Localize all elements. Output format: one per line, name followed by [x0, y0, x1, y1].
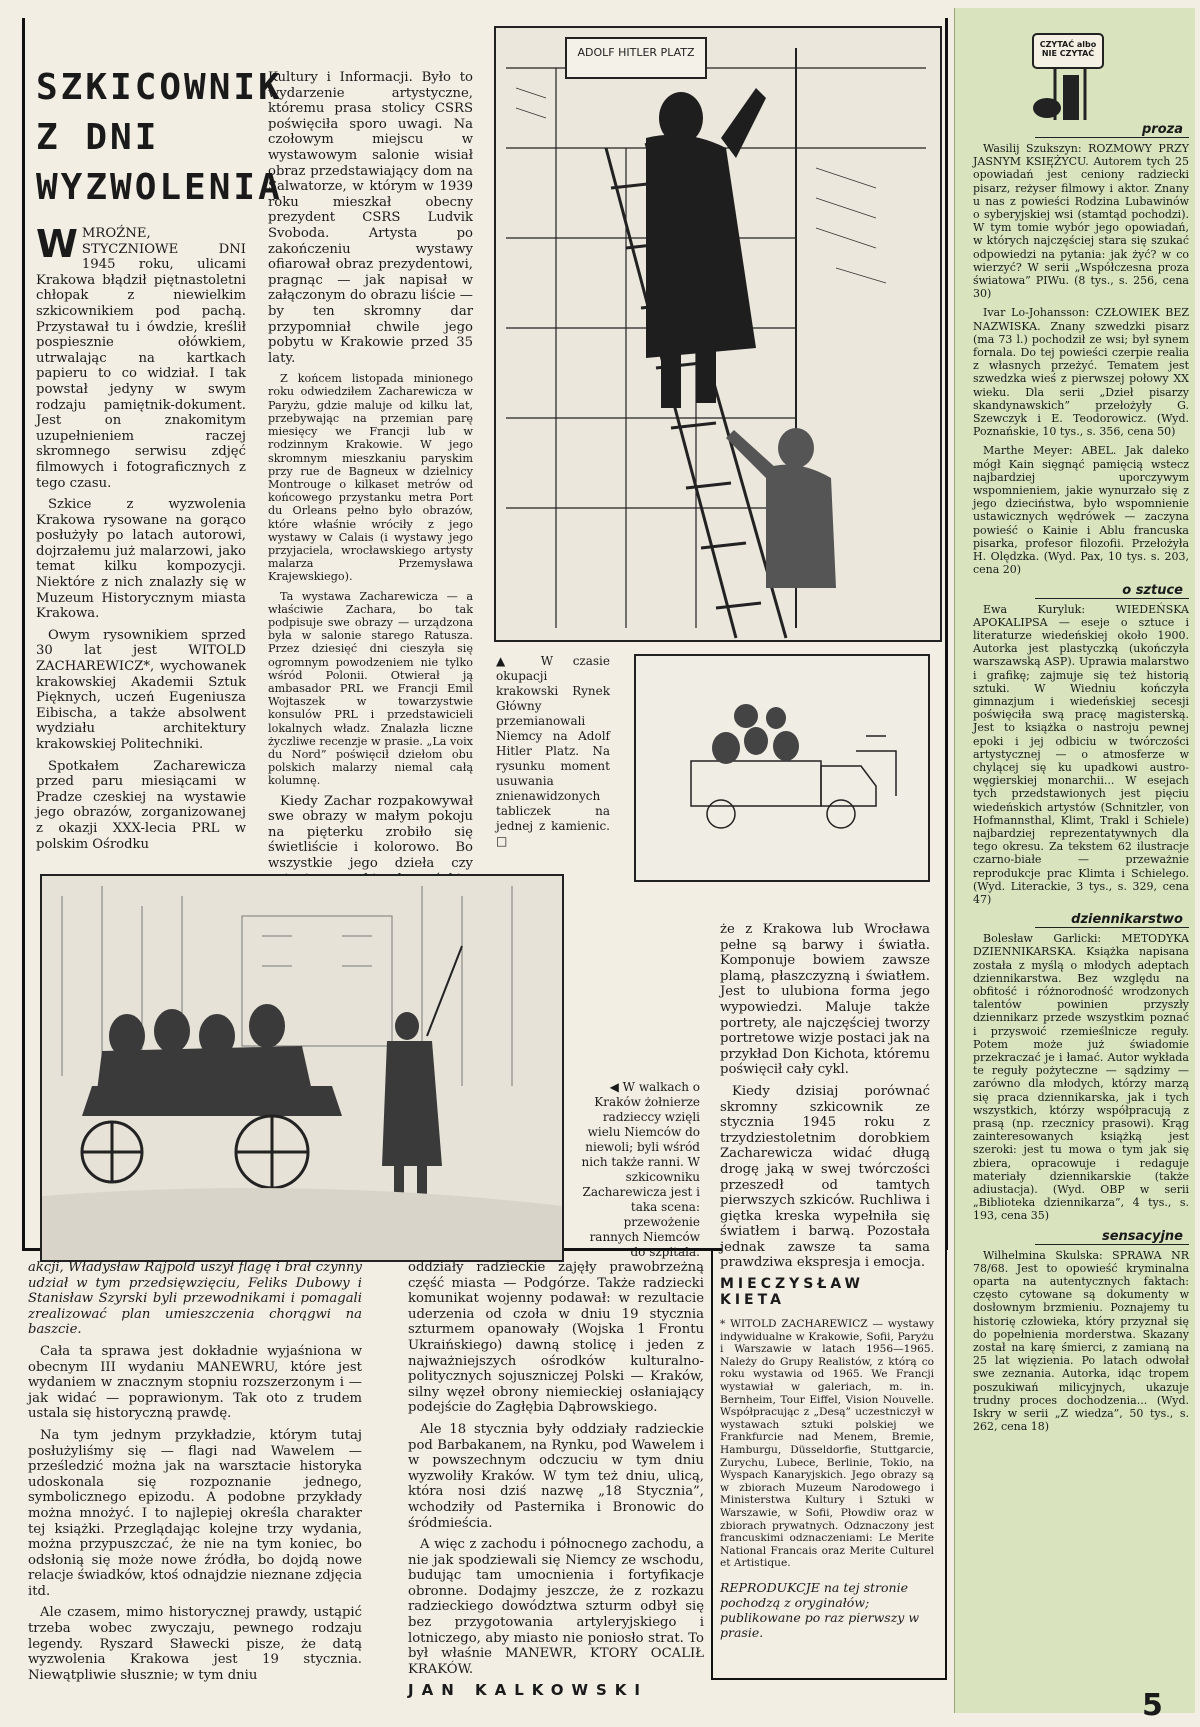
drop-cap: W	[36, 222, 78, 266]
title-line: SZKICOWNIK	[36, 67, 283, 108]
title-line: WYZWOLENIA	[36, 167, 283, 208]
footnote-rule-bottom	[711, 1678, 947, 1680]
illustration-truck	[634, 654, 930, 882]
paragraph: Ta wystawa Zacharewicza — a właściwie Zachara, bo tak podpisuje swe obrazy — urządzona była w salonie starego Ratusza. Przez dziesięć dni cieszyła się ogromnym powodzeniem nie tylko wśród Polonii. Otwierał ją ambasador PRL we Francji Emil Wojtaszek w towarzystwie konsulów PRL i przedstawicieli lokalnych władz. Znalazła liczne życzliwe recenzje w prasie. „La voix du Nord” poświęcił dziełom obu polskich malarzy niemal całą kolumnę.	[268, 589, 473, 788]
author-signature: MIECZYSŁAW KIETA	[720, 1276, 864, 1308]
caption-ladder: ▲ W czasie okupacji krakowski Rynek Główny przemianowali Niemcy na Adolf Hitler Platz. Na rysunku moment usuwania znienawidzonych tabliczek na jednej z kamienic. □	[496, 654, 610, 848]
footnote-box	[720, 1318, 934, 1640]
title-line: Z DNI	[36, 117, 160, 158]
right-frame-rule	[945, 18, 948, 1250]
paragraph: Na tym jednym przykładzie, którym tutaj posłużyliśmy się — flagi nad Wawelem — prześledzić można jak na warsztacie historyka udoskonala się rozpoznanie jednego, symbolicznego epizodu. A podobne przykłady można mnożyć. I to najlepiej określa charakter tej książki. Przeglądając kolejne trzy wydania, można przypuszczać, że nie na tym koniec, bo odsłonią się może nowe źródła, bo dojdą nowe relacje świadków, ktoś odnajdzie nieznane zdjęcia itd.	[28, 1427, 362, 1599]
sign-text: ADOLF HITLER PLATZ	[577, 46, 695, 59]
illustration-cart	[40, 874, 564, 1262]
review-entry: Marthe Meyer: ABEL. Jak daleko mógł Kain sięgnąć pamięcią wstecz najbardziej uporczywym wspomnieniem, jakie wynurzało się z jego dzieciństwa, było wspomnienie ustawicznych wędrówek — zaczyna powieść o Kainie i Ablu francuska pisarka, profesor filozofii. Przełożyła H. Olędzka. (Wyd. Pax, 10 tys. s. 203, cena 20)	[973, 444, 1189, 577]
illustration-ladder	[494, 26, 942, 642]
author-signature: JAN KALKOWSKI	[408, 1681, 649, 1700]
paragraph: oddziały radzieckie zajęły prawobrzeżną część miasta — Podgórze. Także radziecki komunikat wojenny podawał: w rezultacie uderzenia od czoła w dniu 19 stycznia szturmem opanowały (Wojska 1 Frontu Ukraińskiego) dawną stolicę i jeden z najważniejszych ośrodków kulturalno-politycznych sojuszniczej Polski — Kraków, silny węzeł obrony niemieckiej osłaniający podejście do Zagłębia Dąbrowskiego.	[408, 1260, 704, 1416]
footnote: * WITOLD ZACHAREWICZ — wystawy indywidualne w Krakowie, Sofii, Paryżu i Warszawie w latach 1956—1965. Należy do Grupy Realistów, z którą co roku wystawia od 1965. We Francji wystawiał w galeriach, m. in. Bernheim, Tour Eiffel, Vision Nouvelle. Współpracując z „Desą” uczestniczył w wystawach sztuki polskiej we Frankfurcie nad Menem, Bremie, Hamburgu, Düsseldorfie, Stuttgarcie, Zurychu, Lubece, Berlinie, Tokio, na Wyspach Kanaryjskich. Jego obrazy są w zbiorach Muzeum Narodowego i Ministerstwa Kultury i Sztuki w Warszawie, w Sofii, Płowdiw oraz w zbiorach prywatnych. Odznaczony jest francuskimi odznaczeniami: Le Merite National Francais oraz Merite Culturel et Artistique.	[720, 1318, 934, 1570]
bottom-column-1	[28, 1260, 362, 1689]
reproductions-note: REPRODUKCJE na tej stronie pochodzą z oryginałów; publikowane po raz pierwszy w prasie.	[720, 1579, 920, 1640]
paragraph: A więc z zachodu i północnego zachodu, a nie jak spodziewali się Niemcy ze wschodu, budując tam umocnienia i fortyfikacje obronne. Dodajmy jeszcze, że z rozkazu radzieckiego dowództwa szturm odbył się bez przygotowania artyleryjskiego i lotniczego, aby miasto nie poniosło strat. To był właśnie MANEWR, KTORY OCALIŁ KRAKÓW.	[408, 1537, 704, 1677]
paragraph: Kultury i Informacji. Było to wydarzenie artystyczne, któremu prasa stolicy CSRS poświęciła sporo uwagi. Na czołowym miejscu w wystawowym salonie wisiał obraz przedstawiający dom na Salwatorze, w którym w 1939 roku mieszkał obecny prezydent CSRS Ludvik Svoboda. Artysta po zakończeniu wystawy ofiarował obraz prezydentowi, pragnąc — jak napisał w załączonym do obrazu liście — by ten skromny dar przypomniał chwile jego pobytu w Krakowie przed 35 laty.	[268, 70, 473, 366]
section-heading-sensacyjne: sensacyjne	[1035, 1229, 1189, 1245]
paragraph: Szkice z wyzwolenia Krakowa rysowane na gorąco posłużyły po latach autorowi, dojrzałemu już malarzowi, jako temat kilku kompozycji. Niektóre z nich znalazły się w Muzeum Historycznym miasta Krakowa.	[36, 497, 246, 622]
bottom-column-2	[408, 1260, 704, 1699]
article-column-3	[720, 922, 930, 1308]
review-entry: Bolesław Garlicki: METODYKA DZIENNIKARSKA. Książka napisana została z myślą o młodych adeptach dziennikarstwa. Bez względu na obfitość i różnorodność wrodzonych talentów powinien przyszły dziennikarz przede wszystkim poznać i przyswoić rzemieślnicze reguły. Potem może już świadomie przekraczać je i łamać. Autor wykłada te reguły pożyteczne — sądzimy — zarówno dla młodych, którzy marzą się praca dziennikarska, jak i tych wszystkich, którzy współpracują z prasą (np. rzecznicy prasowi). Krąg zainteresowanych książką jest szeroki: jest tu mowa o tym jak się zbiera, opracowuje i redaguje materiały dziennikarskie (także adiustacja). (Wyd. OBP w serii „Biblioteka dziennikarza”, 4 tys., s. 193, cena 35)	[973, 932, 1189, 1223]
paragraph: że z Krakowa lub Wrocława pełne są barwy i światła. Komponuje bowiem zawsze plamą, płaszczyzną i światłem. Jest to ulubiona forma jego wypowiedzi. Maluje także portrety, ale najczęściej tworzy portretowe wizje postaci jak na przykład Don Kichota, któremu poświęcił cały cykl.	[720, 922, 930, 1078]
review-entry: Wasilij Szukszyn: ROZMOWY PRZY JASNYM KSIĘŻYCU. Autorem tych 25 opowiadań jest ceniony radziecki pisarz, reżyser filmowy i aktor. Znany u nas z powieści Rodzina Lubawinów o syberyjskiej wsi (stamtąd pochodzi). W tym tomie wybór jego opowiadań, w których najczęściej stara się szukać odpowiedzi na pytania: jak żyć? w co wierzyć? W serii „Współczesna proza światowa” PIWu. (8 tys., s. 256, cena 30)	[973, 142, 1189, 301]
paragraph: Kiedy dzisiaj porównać skromny szkicownik ze stycznia 1945 roku z trzydziestoletnim dorobkiem Zacharewicza widać długą drogę jaką w swej twórczości przeszedł od tamtych pierwszych szkiców. Ruchliwa i giętka kreska wypełniła się światłem i barwą. Pozostała jednak zawsze ta sama prawdziwa ekspresja i emocja.	[720, 1083, 930, 1271]
book-review-sidebar	[954, 8, 1195, 1713]
sidebar-logo	[1025, 30, 1115, 130]
section-heading-dziennikarstwo: dziennikarstwo	[1035, 912, 1189, 928]
footnote-rule-right	[945, 1250, 947, 1680]
section-heading-proza: proza	[1035, 122, 1189, 138]
paragraph: Kiedy Zachar rozpakowywał swe obrazy w małym pokoju na pięterku zrobiło się świetliście i kolorowo. Bo wszystkie jego dzieła czy	[268, 793, 473, 871]
logo-text: CZYTAĆ albo NIE CZYTAĆ	[1039, 40, 1097, 58]
article-column-2	[268, 70, 473, 909]
truck-drawing	[636, 656, 928, 880]
review-entry: Wilhelmina Skulska: SPRAWA NR 78/68. Jest to opowieść kryminalna oparta na autentycznych faktach: często cytowane są dokumenty w dosłownym brzmieniu. Poznajemy tu historię człowieka, który przyznał się do popełnienia morderstwa. Skazany został na karę śmierci, z zamianą na 25 lat więzienia. Po latach odwołał swe zeznania. Autorka, idąc tropem poszukiwań milicyjnych, ukazuje trudny proces dochodzenia... (Wyd. Iskry w serii „Z wiedza”, 50 tys., s. 262, cena 18)	[973, 1248, 1189, 1434]
page-number: 5	[1142, 1688, 1163, 1723]
paragraph: Owym rysownikiem sprzed 30 lat jest WITOLD ZACHAREWICZ*, wychowanek krakowskiej Akademii Sztuk Pięknych, uczeń Eugeniusza Eibischa, a także absolwent wydziału architektury krakowskiej Politechniki.	[36, 627, 246, 752]
left-frame-rule	[22, 18, 25, 1250]
paragraph: Ale 18 stycznia były oddziały radzieckie pod Barbakanem, na Rynku, pod Wawelem i w powszechnym odczuciu w tym dniu wyzwoliły Kraków. W tym też dniu, ulicą, która nosi dziś nazwę „18 Stycznia”, wchodziły od Pasternika i Bronowic do śródmieścia.	[408, 1421, 704, 1531]
footnote-rule-left	[711, 1250, 713, 1680]
section-heading-sztuka: o sztuce	[1035, 583, 1189, 599]
ladder-drawing	[496, 28, 940, 640]
lead-paragraph: MROŹNE, STYCZNIOWE DNI 1945 roku, ulicami Krakowa błądził piętnastoletni chłopak z niewielkim szkicownikiem pod pachą. Przystawał tu i ówdzie, kreślił pospiesznie ołówkiem, utrwalając na kartkach papieru to co widział. I tak powstał jedyny w swym rodzaju pamiętnik-dokument. Jest on znakomitym uzupełnieniem raczej skromnego serwisu zdjęć filmowych i fotograficznych z tego czasu.	[36, 226, 246, 491]
paragraph: Cała ta sprawa jest dokładnie wyjaśniona w obecnym III wydaniu MANEWRU, które jest wydaniem w znacznym stopniu rozszerzonym i — jak widać — poprawionym. Tak oto z trudem ustala się historyczną prawdę.	[28, 1343, 362, 1422]
article-column-1	[36, 222, 246, 858]
sidebar-content	[955, 120, 1195, 1439]
paragraph: Z końcem listopada minionego roku odwiedziłem Zacharewicza w Paryżu, gdzie maluje od kilku lat, przebywając na przemian parę miesięcy we Francji lub w rodzinnym Krakowie. W jego skromnym mieszkaniu paryskim przy rue de Bagneux w dzielnicy Montrouge o kilkaset metrów od końcowego przystanku metra Port du Orleans pełno było obrazów, które właśnie wróciły z jego wystawy w Calais (i wystawy jego przyjaciela, wrocławskiego artysty malarza Przemysława Krajewskiego).	[268, 372, 473, 584]
review-entry: Ivar Lo-Johansson: CZŁOWIEK BEZ NAZWISKA. Znany szwedzki pisarz (ma 73 l.) pochodził ze wsi; był synem fornala. Do tej powieści czerpie realia z własnych przeżyć. Tematem jest szwedzka wieś z pierwszej połowy XX wieku. Dla serii „Dzieł pisarzy skandynawskich” przełożyły G. Szewczyk i E. Teodorowicz. (Wyd. Poznańskie, 10 tys., s. 356, cena 50)	[973, 306, 1189, 439]
caption-cart: ◀ W walkach o Kraków żołnierze radzieccy wzięli wielu Niemców do niewoli; byli wśród nich także ranni. W szkicowniku Zacharewicza jest i taka scena: przewożenie rannych Niemców do szpitala.	[581, 1080, 700, 1259]
paragraph: akcji, Władysław Rajpold uszył flagę i brał czynny udział w tym przedsięwzięciu, Feliks Dubowy i Stanisław Szyrski byli przewodnikami i pomagali zrealizować plan umieszczenia chorągwi na baszcie.	[28, 1260, 362, 1338]
review-entry: Ewa Kuryluk: WIEDEŃSKA APOKALIPSA — eseje o sztuce i literaturze wiedeńskiej około 1900. Autorka jest plastyczką (ukończyła warszawską ASP). Uprawia malarstwo i grafikę; zajmuje się też historią sztuki. W Wiedniu kończyła gimnazjum i wiedeńskiej secesji poświęciła swą pracę magisterską. Jest to książka o nastroju pewnej epoki i jej odbiciu w twórczości artystycznej — o atmosferze w chylącej się ku upadkowi austro-węgierskiej monarchii... W esejach tych przedstawionych jest pięciu wiedeńskich artystów (Schnitzler, von Hofmannsthal, Klimt, Trakl i Schiele) najbardziej reprezentatywnych dla tego okresu. Za tekstem 62 ilustracje czarno-białe — przeważnie reprodukcje prac Klimta i Schielego. (Wyd. Literackie, 3 tys., s. 329, cena 47)	[973, 602, 1189, 906]
paragraph: Spotkałem Zacharewicza przed paru miesiącami w Pradze czeskiej na wystawie jego obrazów, zorganizowanej z okazji XXX-lecia PRL w polskim Ośrodku	[36, 758, 246, 852]
paragraph: Ale czasem, mimo historycznej prawdy, ustąpić trzeba wobec zwyczaju, pewnego rodzaju legendy. Ryszard Sławecki pisze, że datą wyzwolenia Krakowa jest 19 stycznia. Niewątpliwie słusznie; w tym dniu	[28, 1605, 362, 1683]
cart-drawing	[42, 876, 562, 1260]
article-title	[36, 66, 283, 210]
